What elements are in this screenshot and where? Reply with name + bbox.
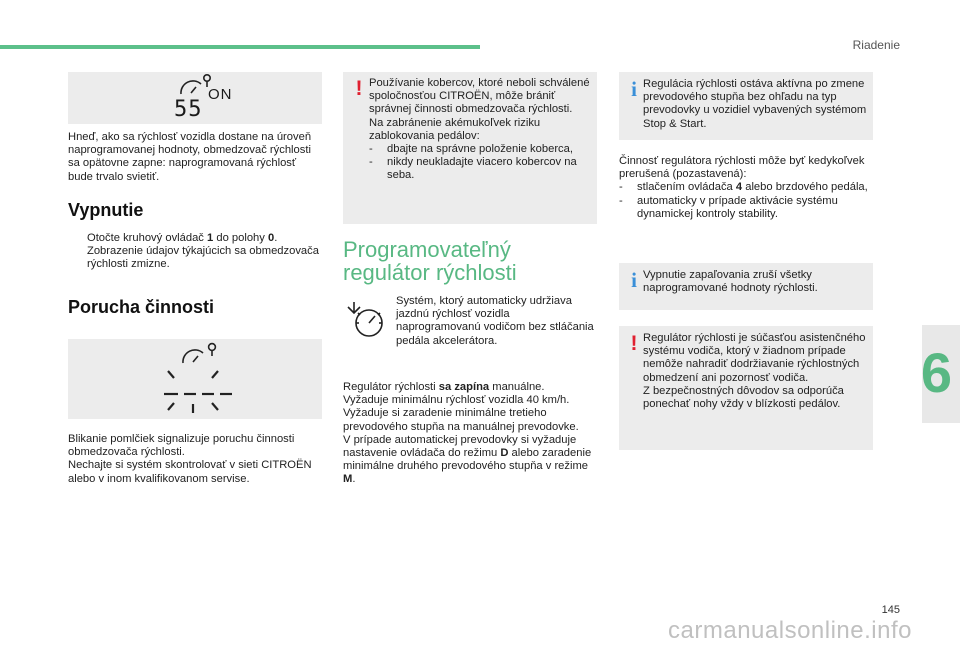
ignition-info-text: Vypnutie zapaľovania zruší všetky naprogramované hodnoty rýchlosti.	[643, 269, 818, 295]
fault-heading: Porucha činnosti	[68, 297, 215, 317]
interruption-text	[619, 155, 873, 221]
warning-icon: !	[355, 77, 363, 100]
cruise-activation-text	[343, 381, 601, 487]
list-item: - automaticky v prípade aktivácie systému dynamickej kontroly stability.	[619, 195, 873, 221]
limiter-on-display	[68, 72, 322, 124]
watermark: carmanualsonline.info	[668, 617, 912, 644]
display-on-label: ON	[208, 86, 233, 103]
cruise-intro-text: Systém, ktorý automaticky udržiava jazdnú rýchlosť vozidla naprogramovanú vodičom bez stláčania pedála akcelerátora.	[396, 295, 594, 347]
gear-mode-m: M	[343, 473, 353, 486]
warning-icon: !	[630, 332, 638, 355]
off-text-part: Otočte kruhový ovládač	[87, 232, 208, 244]
text-part: stlačením ovládača	[637, 181, 736, 194]
text-part: Regulátor rýchlosti	[343, 381, 439, 393]
cruise-heading-line2: regulátor rýchlosti	[343, 260, 517, 285]
carpet-warning-box	[343, 72, 597, 224]
stop-start-info-box	[619, 72, 873, 140]
list-item	[619, 181, 873, 194]
chapter-number: 6	[920, 341, 952, 404]
list-item: - nikdy neukladajte viacero kobercov na seba.	[369, 156, 593, 182]
fault-dashes	[68, 339, 71, 340]
text-part: manuálne. Vyžaduje minimálnu rýchlosť vozidla 40 km/h. Vyžaduje si zaradenie minimálne tretieho prevodového stupňa na manuálnej prevodovke. V prípade automatickej prevodovky si vyžaduje nastavenie ovládača do režimu	[343, 381, 579, 460]
list-item: - dbajte na správne položenie koberca,	[369, 143, 593, 156]
speedometer-cruise-icon	[345, 301, 389, 337]
control-number: 4	[735, 181, 743, 194]
position-number: 0	[268, 232, 275, 244]
text-part-bold: sa zapína	[438, 381, 490, 393]
limiter-resume-text: Hneď, ako sa rýchlosť vozidla dostane na úroveň naprogramovanej hodnoty, obmedzovač rýchlosti sa opätovne zapne: naprogramovaná rýchlosť bude trvalo svietiť.	[68, 131, 312, 183]
stop-start-info-text: Regulácia rýchlosti ostáva aktívna po zmene prevodového stupňa bez ohľadu na typ prevodovky u vozidiel vybavených systémom Stop & Start.	[643, 78, 867, 130]
text-part: .	[352, 473, 356, 486]
cruise-heading-line1: Programovateľný	[343, 237, 511, 262]
control-number: 1	[207, 232, 214, 244]
cruise-heading	[343, 238, 517, 284]
text-part: alebo zaradenie minimálne druhého prevodového stupňa v režime	[343, 447, 592, 473]
ignition-info-box	[619, 263, 873, 310]
limiter-fault-display	[68, 339, 322, 419]
speedometer-fault-icon	[68, 339, 322, 419]
carpet-warning-p2: Na zabránenie akémukoľvek riziku zablokovania pedálov:	[369, 116, 541, 142]
section-title: Riadenie	[852, 38, 900, 52]
driver-assist-warning-text: Regulátor rýchlosti je súčasťou asistenčného systému vodiča, ktorý v žiadnom prípade nemôže nahradiť dodržiavanie rýchlostných obmedzení ani pozornosť vodiča. Z bezpečnostných dôvodov sa odporúča ponechať nohy vždy v blízkosti pedálov.	[643, 332, 866, 411]
interruption-intro: Činnosť regulátora rýchlosti môže byť kedykoľvek prerušená (pozastavená):	[619, 155, 865, 181]
off-text-part: do polohy	[213, 232, 268, 244]
off-text	[68, 232, 322, 272]
off-text-part: . Zobrazenie údajov týkajúcich sa obmedzovača rýchlosti zmizne.	[87, 232, 319, 271]
interruption-list	[619, 181, 873, 221]
fault-text: Blikanie pomlčiek signalizuje poruchu činnosti obmedzovača rýchlosti. Nechajte si systém skontrolovať v sieti CITROËN alebo v inom kvalifikovanom servise.	[68, 433, 312, 485]
info-icon: i	[631, 268, 637, 292]
carpet-warning-p1: Používanie kobercov, ktoré neboli schválené spoločnosťou CITROËN, môže brániť správnej činnosti obmedzovača rýchlosti.	[369, 77, 590, 116]
display-digits: 55	[174, 97, 203, 122]
gear-mode-d: D	[500, 447, 509, 460]
carpet-warning-list	[369, 143, 593, 183]
info-icon: i	[631, 77, 637, 101]
carpet-warning-text	[369, 77, 593, 183]
header-accent-bar	[0, 45, 480, 49]
driver-assist-warning-box	[619, 326, 873, 450]
text-part: alebo brzdového pedála,	[742, 181, 868, 194]
off-heading: Vypnutie	[68, 200, 144, 220]
page-number: 145	[881, 604, 900, 616]
